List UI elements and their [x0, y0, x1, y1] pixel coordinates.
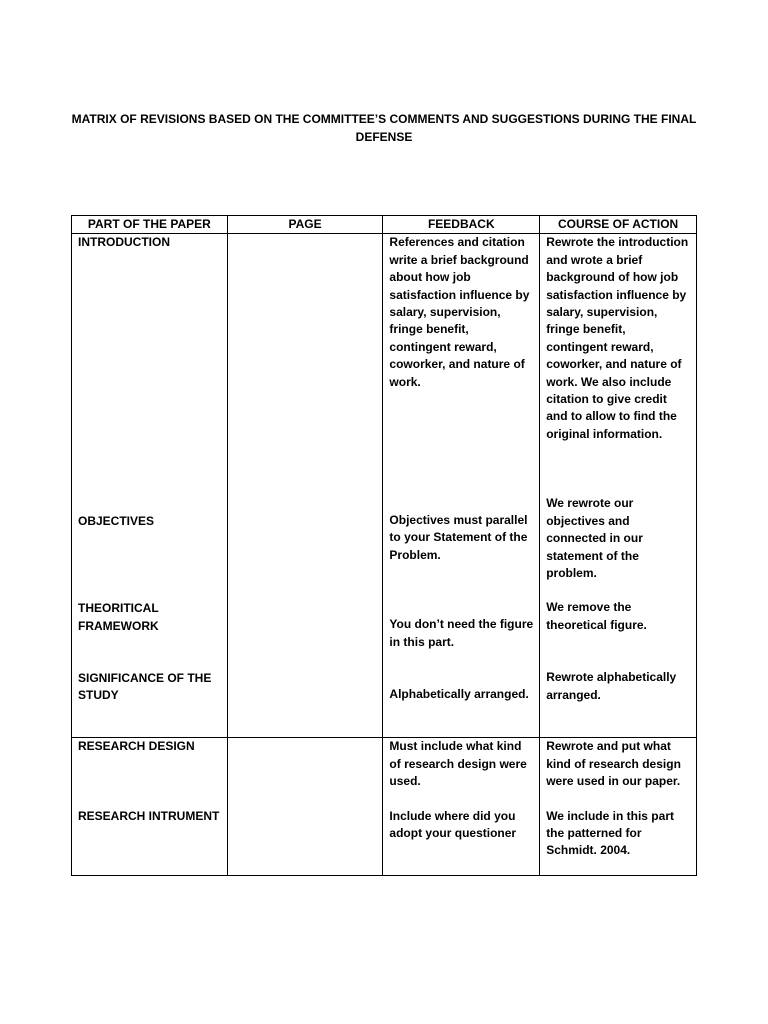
feedback-cell	[383, 738, 540, 876]
feedback-objectives: Objectives must parallel to your Statement of the Problem.	[389, 513, 528, 562]
table-header-row	[72, 216, 697, 234]
page-cell	[227, 234, 383, 738]
header-feedback: FEEDBACK	[383, 216, 540, 234]
feedback-cell	[383, 234, 540, 738]
part-significance: SIGNIFICANCE OF THE STUDY	[78, 671, 212, 703]
action-significance: Rewrote alphabetically arranged.	[546, 670, 677, 702]
part-research-design: RESEARCH DESIGN	[78, 739, 195, 754]
action-objectives: We rewrote our objectives and connected in our statement of the problem.	[546, 496, 643, 580]
action-introduction: Rewrote the introduction and wrote a brief background of how job satisfaction influence by salary, supervision, fringe benefit, contingent reward, coworker, and nature of work. We also include citation to give credit and to allow to find the original information.	[546, 235, 689, 441]
header-course-of-action: COURSE OF ACTION	[540, 216, 697, 234]
page-cell	[227, 738, 383, 876]
feedback-theoretical-framework: You don’t need the figure in this part.	[389, 617, 534, 649]
table-row-group-2	[72, 738, 697, 876]
header-page: PAGE	[227, 216, 383, 234]
part-cell	[72, 234, 228, 738]
feedback-introduction: References and citation write a brief background about how job satisfaction influence by salary, supervision, fringe benefit, contingent reward, coworker, and nature of work.	[389, 235, 530, 389]
action-cell	[540, 234, 697, 738]
feedback-research-design: Must include what kind of research design were used.	[389, 739, 527, 789]
action-research-instrument: We include in this part the patterned for Schmidt. 2004.	[546, 808, 674, 858]
part-research-instrument: RESEARCH INTRUMENT	[78, 808, 220, 823]
feedback-significance: Alphabetically arranged.	[389, 687, 529, 702]
action-cell	[540, 738, 697, 876]
table-row-group-1	[72, 234, 697, 738]
part-introduction: INTRODUCTION	[78, 235, 170, 250]
part-cell	[72, 738, 228, 876]
header-part-of-paper: PART OF THE PAPER	[72, 216, 228, 234]
feedback-research-instrument: Include where did you adopt your questioner	[389, 808, 517, 841]
part-theoretical-framework: THEORITICAL FRAMEWORK	[78, 601, 159, 633]
action-research-design: Rewrote and put what kind of research design were used in our paper.	[546, 739, 681, 789]
part-objectives: OBJECTIVES	[78, 513, 155, 528]
revision-matrix-table	[71, 215, 697, 876]
action-theoretical-framework: We remove the theoretical figure.	[546, 600, 647, 632]
document-title: MATRIX OF REVISIONS BASED ON THE COMMITTEE’S COMMENTS AND SUGGESTIONS DURING THE FINAL DEFENSE	[71, 112, 697, 144]
